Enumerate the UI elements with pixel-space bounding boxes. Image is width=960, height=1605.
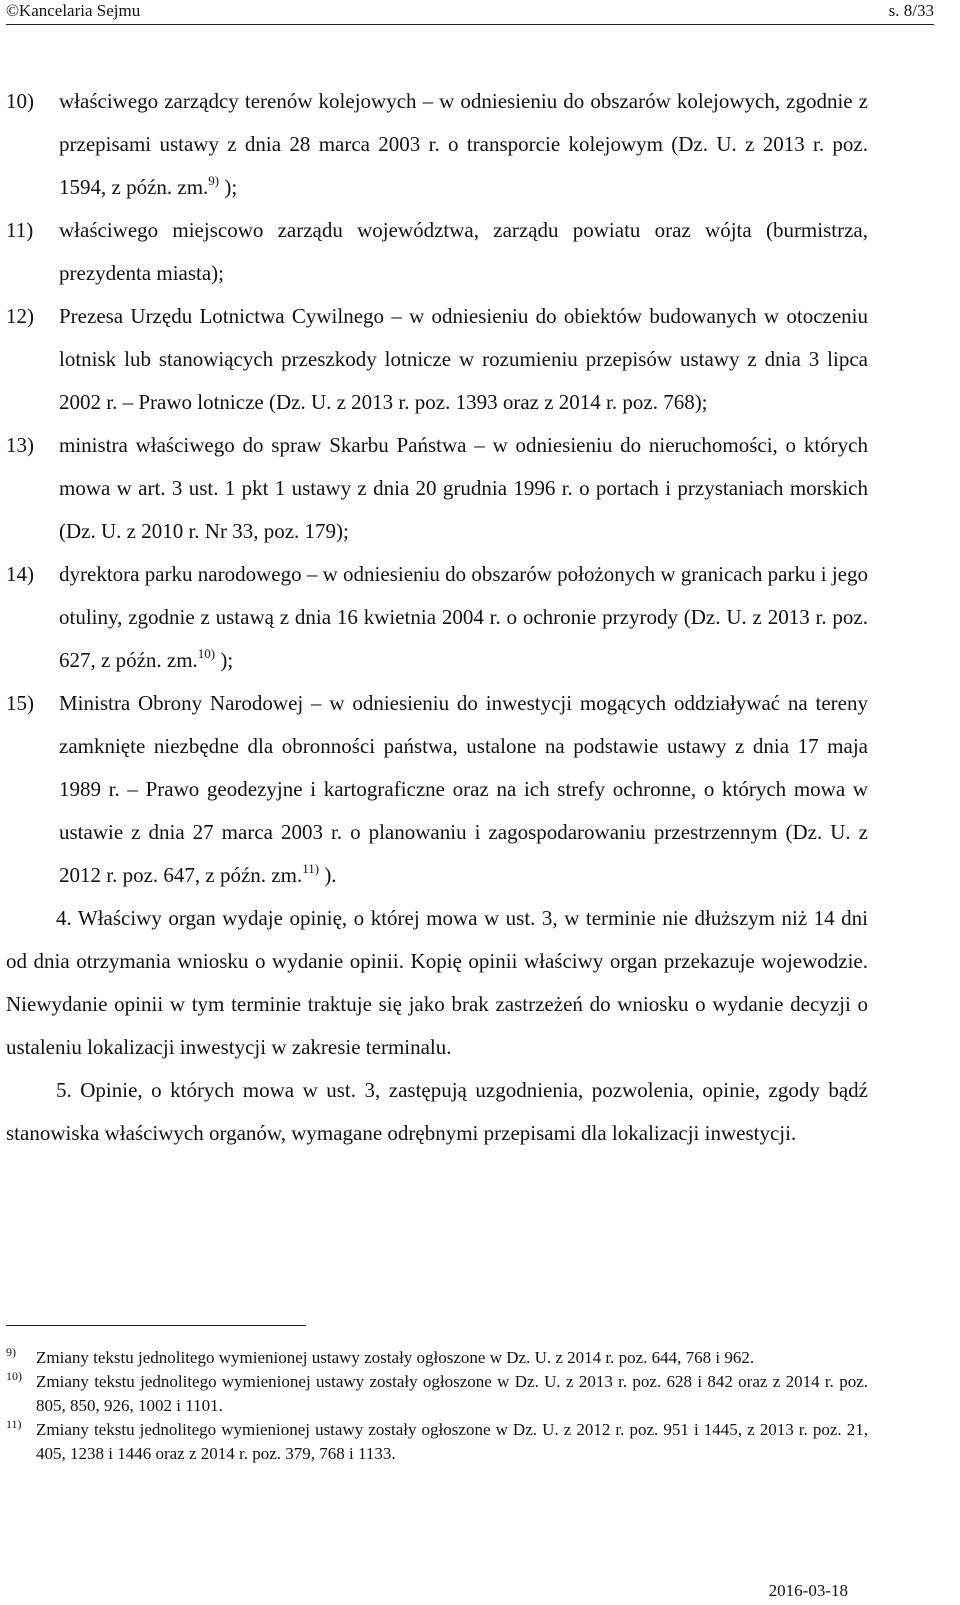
footnote-text: Zmiany tekstu jednolitego wymienionej ustawy zostały ogłoszone w Dz. U. z 2012 r. poz. 951 i 1445, z 2013 r. poz. 21, 405, 1238 i 1446 oraz z 2014 r. poz. 379, 768 i 1133.	[36, 1420, 868, 1463]
item-text: właściwego zarządcy terenów kolejowych – w odniesieniu do obszarów kolejowych, zgodnie z przepisami ustawy z dnia 28 marca 2003 r. o transporcie kolejowym (Dz. U. z 2013 r. poz. 1594, z późn. zm.	[59, 89, 868, 199]
footnotes	[6, 1346, 868, 1466]
footnote-text: Zmiany tekstu jednolitego wymienionej ustawy zostały ogłoszone w Dz. U. z 2014 r. poz. 644, 768 i 962.	[36, 1348, 755, 1367]
document-date: 2016-03-18	[768, 1581, 848, 1600]
item-text: Ministra Obrony Narodowej – w odniesieniu do inwestycji mogących oddziaływać na tereny zamknięte niezbędne dla obronności państwa, ustalone na podstawie ustawy z dnia 17 maja 1989 r. – Prawo geodezyjne i kartograficzne oraz na ich strefy ochronne, o których mowa w ustawie z dnia 27 marca 2003 r. o planowaniu i zagospodarowaniu przestrzennym (Dz. U. z 2012 r. poz. 647, z późn. zm.	[59, 691, 868, 887]
footnote	[6, 1370, 868, 1418]
list-item	[6, 80, 868, 209]
footnote	[6, 1346, 868, 1370]
paragraph: 5. Opinie, o których mowa w ust. 3, zastępują uzgodnienia, pozwolenia, opinie, zgody bądź stanowiska właściwych organów, wymagane odrębnymi przepisami dla lokalizacji inwestycji.	[6, 1078, 868, 1145]
paragraph: 4. Właściwy organ wydaje opinię, o której mowa w ust. 3, w terminie nie dłuższym niż 14 dni od dnia otrzymania wniosku o wydanie opinii. Kopię opinii właściwy organ przekazuje wojewodzie. Niewydanie opinii w tym terminie traktuje się jako brak zastrzeżeń do wniosku o wydanie decyzji o ustaleniu lokalizacji inwestycji w zakresie terminalu.	[6, 906, 868, 1059]
copyright-label: ©Kancelaria Sejmu	[6, 1, 141, 20]
footnote-ref[interactable]: 11)	[302, 861, 320, 876]
footnote	[6, 1418, 868, 1466]
item-tail: );	[215, 648, 234, 672]
item-number: 12)	[6, 304, 34, 328]
item-tail: );	[219, 175, 238, 199]
footnote-ref[interactable]: 10)	[197, 646, 216, 661]
page-number: s. 8/33	[888, 1, 934, 20]
footnote-text: Zmiany tekstu jednolitego wymienionej ustawy zostały ogłoszone w Dz. U. z 2013 r. poz. 628 i 842 oraz z 2014 r. poz. 805, 850, 926, 1002 i 1101.	[36, 1372, 868, 1415]
item-number: 10)	[6, 89, 34, 113]
footnote-mark: 11)	[6, 1417, 22, 1431]
page-header	[6, 0, 934, 25]
footnote-mark: 9)	[6, 1345, 16, 1359]
item-number: 15)	[6, 691, 34, 715]
footnote-divider	[6, 1325, 306, 1326]
item-text: dyrektora parku narodowego – w odniesieniu do obszarów położonych w granicach parku i jego otuliny, zgodnie z ustawą z dnia 16 kwietnia 2004 r. o ochronie przyrody (Dz. U. z 2013 r. poz. 627, z późn. zm.	[59, 562, 868, 672]
item-text: ministra właściwego do spraw Skarbu Państwa – w odniesieniu do nieruchomości, o których mowa w art. 3 ust. 1 pkt 1 ustawy z dnia 20 grudnia 1996 r. o portach i przystaniach morskich (Dz. U. z 2010 r. Nr 33, poz. 179);	[59, 433, 868, 543]
item-number: 11)	[6, 218, 34, 242]
list-item	[6, 553, 868, 682]
list-item	[6, 424, 868, 553]
list-item	[6, 209, 868, 295]
item-tail: ).	[319, 863, 337, 887]
list-item	[6, 295, 868, 424]
item-number: 14)	[6, 562, 34, 586]
footnote-mark: 10)	[6, 1369, 22, 1383]
list-item	[6, 682, 868, 897]
item-text: właściwego miejscowo zarządu województwa, zarządu powiatu oraz wójta (burmistrza, prezydenta miasta);	[59, 218, 868, 285]
document-body	[6, 80, 868, 1155]
item-number: 13)	[6, 433, 34, 457]
item-text: Prezesa Urzędu Lotnictwa Cywilnego – w odniesieniu do obiektów budowanych w otoczeniu lotnisk lub stanowiących przeszkody lotnicze w rozumieniu przepisów ustawy z dnia 3 lipca 2002 r. – Prawo lotnicze (Dz. U. z 2013 r. poz. 1393 oraz z 2014 r. poz. 768);	[59, 304, 868, 414]
footnote-ref[interactable]: 9)	[208, 173, 220, 188]
